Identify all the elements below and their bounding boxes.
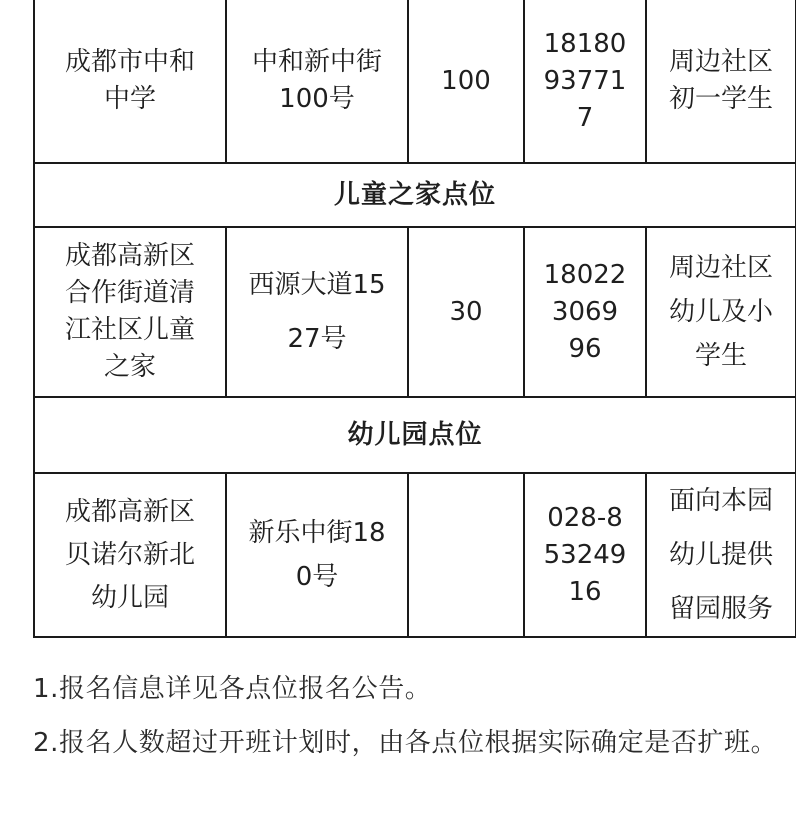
section-heading-kindergarten: 幼儿园点位 [34, 397, 796, 473]
count-cell [408, 0, 524, 163]
target-cell [646, 227, 796, 397]
note-2: 2.报名人数超过开班计划时，由各点位根据实际确定是否扩班。 [33, 728, 778, 758]
section-row [34, 163, 796, 227]
notes [33, 662, 793, 770]
target-audience: 周边社区 初一学生 [668, 47, 773, 114]
address-cell [226, 473, 408, 637]
section-row [34, 397, 796, 473]
count-cell [408, 227, 524, 397]
target-cell [646, 473, 796, 637]
address: 新乐中街18 0号 [248, 518, 386, 592]
table-row [34, 473, 796, 637]
phone-number: 18180 93771 7 [543, 28, 627, 133]
phone-cell [524, 473, 646, 637]
schedule-table [33, 0, 796, 638]
location-name: 成都高新区 合作街道清 江社区儿童 之家 [64, 241, 195, 382]
address-cell [226, 227, 408, 397]
location-name: 成都市中和 中学 [64, 47, 195, 114]
note-1: 1.报名信息详见各点位报名公告。 [33, 674, 432, 704]
location-name-cell [34, 0, 226, 163]
location-name-cell [34, 473, 226, 637]
phone-number: 028-8 53249 16 [543, 502, 627, 607]
phone-number: 18022 3069 96 [543, 259, 627, 364]
phone-cell [524, 0, 646, 163]
target-audience: 周边社区 幼儿及小 学生 [668, 253, 773, 371]
count-cell [408, 473, 524, 637]
phone-cell [524, 227, 646, 397]
target-audience: 面向本园 幼儿提供 留园服务 [668, 486, 773, 624]
capacity-count: 30 [449, 296, 483, 327]
location-name-cell [34, 227, 226, 397]
table-row [34, 227, 796, 397]
target-cell [646, 0, 796, 163]
address: 西源大道15 27号 [248, 270, 386, 354]
address-cell [226, 0, 408, 163]
table-row [34, 0, 796, 163]
capacity-count: 100 [441, 65, 491, 96]
location-name: 成都高新区 贝诺尔新北 幼儿园 [64, 496, 195, 613]
address: 中和新中街 100号 [251, 47, 382, 114]
section-heading-children-home: 儿童之家点位 [34, 163, 796, 227]
